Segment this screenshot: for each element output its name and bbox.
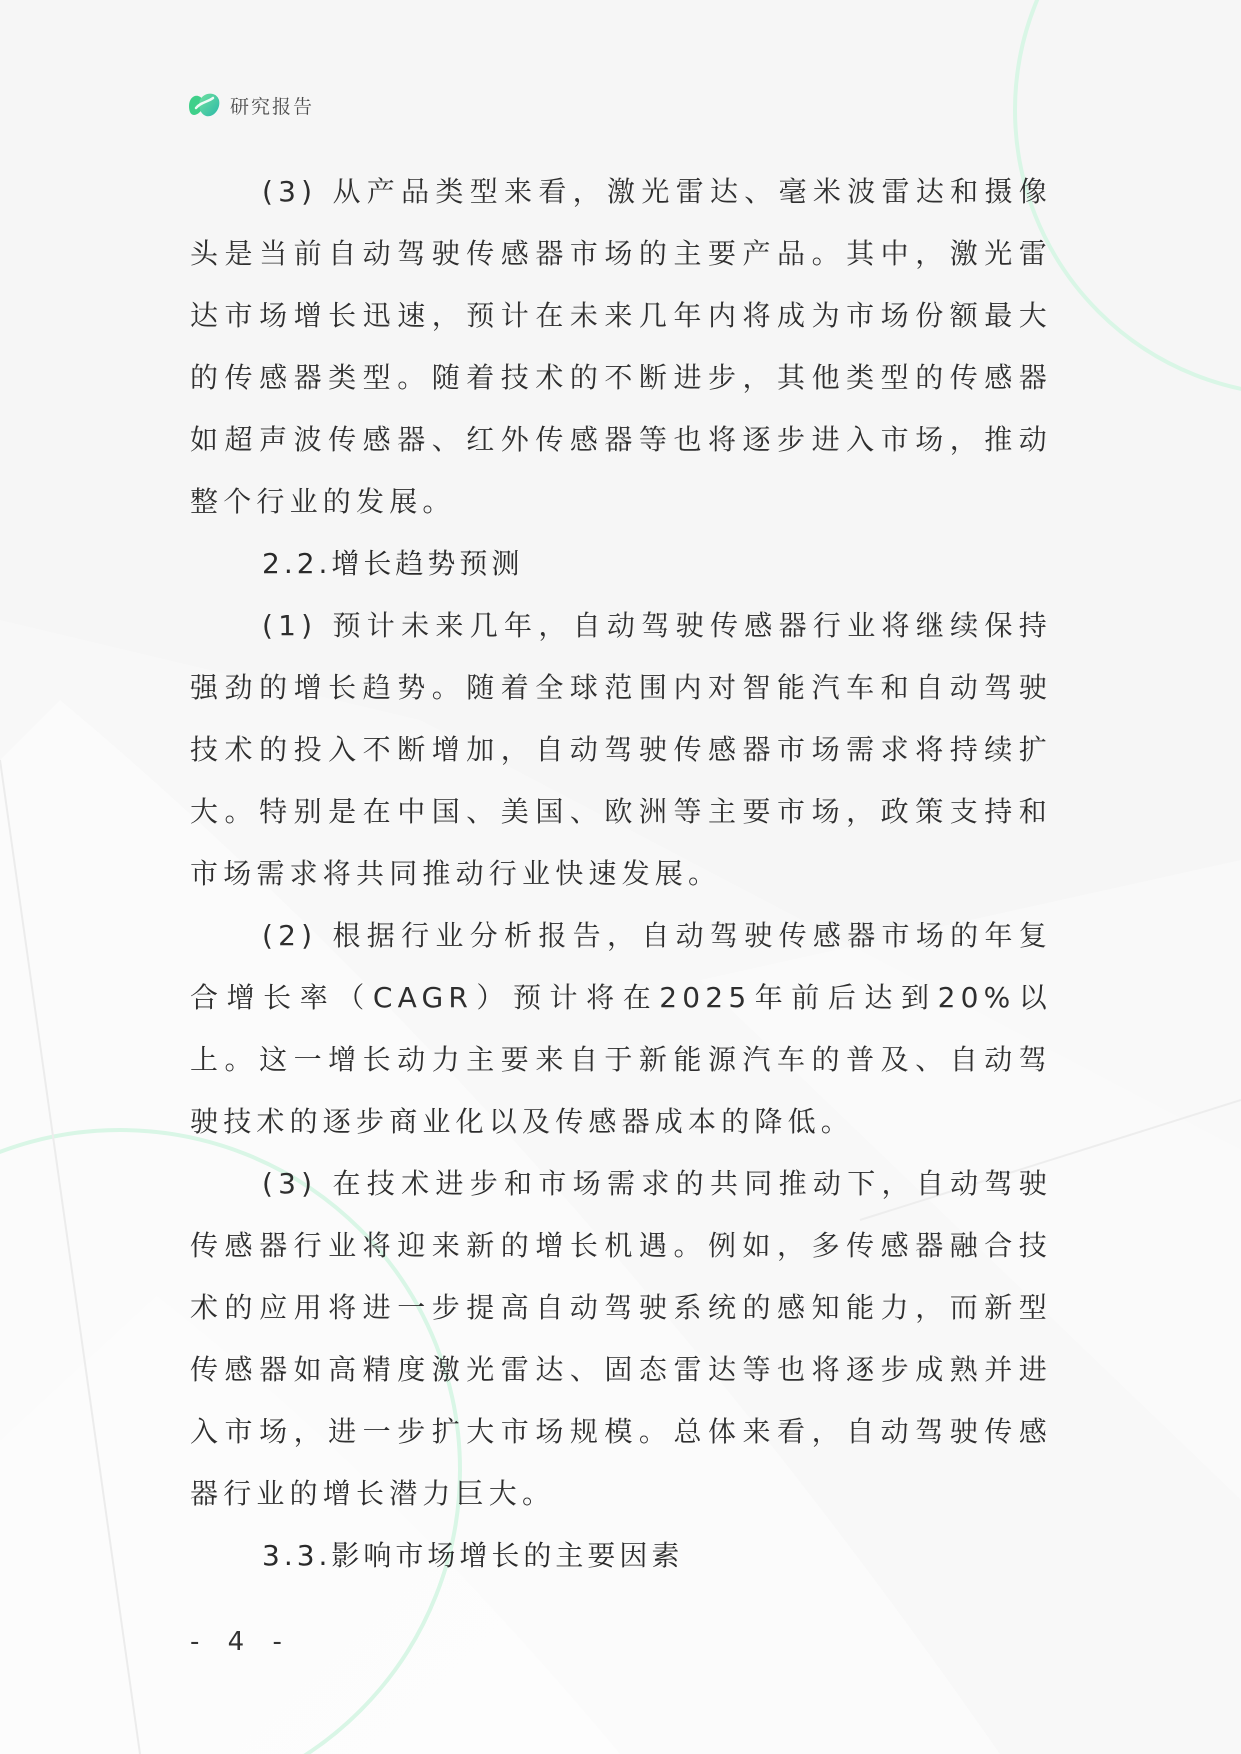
page-number: - 4 -: [190, 1627, 292, 1657]
main-content: [190, 161, 1052, 1587]
paragraph-forecast-2: (2) 根据行业分析报告，自动驾驶传感器市场的年复合增长率（CAGR）预计将在2025年前后达到20%以上。这一增长动力主要来自于新能源汽车的普及、自动驾驶技术的逐步商业化以及传感器成本的降低。: [190, 919, 1052, 1138]
paragraph-forecast-3: (3) 在技术进步和市场需求的共同推动下，自动驾驶传感器行业将迎来新的增长机遇。例如，多传感器融合技术的应用将进一步提高自动驾驶系统的感知能力，而新型传感器如高精度激光雷达、固态雷达等也将逐步成熟并进入市场，进一步扩大市场规模。总体来看，自动驾驶传感器行业的增长潜力巨大。: [190, 1167, 1052, 1510]
paragraph-forecast-1: (1) 预计未来几年，自动驾驶传感器行业将继续保持强劲的增长趋势。随着全球范围内对智能汽车和自动驾驶技术的投入不断增加，自动驾驶传感器市场需求将持续扩大。特别是在中国、美国、欧洲等主要市场，政策支持和市场需求将共同推动行业快速发展。: [190, 609, 1052, 890]
header-title: 研究报告: [230, 95, 315, 118]
section-heading-growth-factors: 3.3.影响市场增长的主要因素: [262, 1539, 684, 1572]
report-header: [186, 88, 314, 122]
section-heading-growth-forecast: 2.2.增长趋势预测: [262, 547, 524, 580]
green-leaf-logo-icon: [186, 88, 222, 122]
paragraph-product-types: (3) 从产品类型来看，激光雷达、毫米波雷达和摄像头是当前自动驾驶传感器市场的主要产品。其中，激光雷达市场增长迅速，预计在未来几年内将成为市场份额最大的传感器类型。随着技术的不断进步，其他类型的传感器如超声波传感器、红外传感器等也将逐步进入市场，推动整个行业的发展。: [190, 175, 1052, 518]
